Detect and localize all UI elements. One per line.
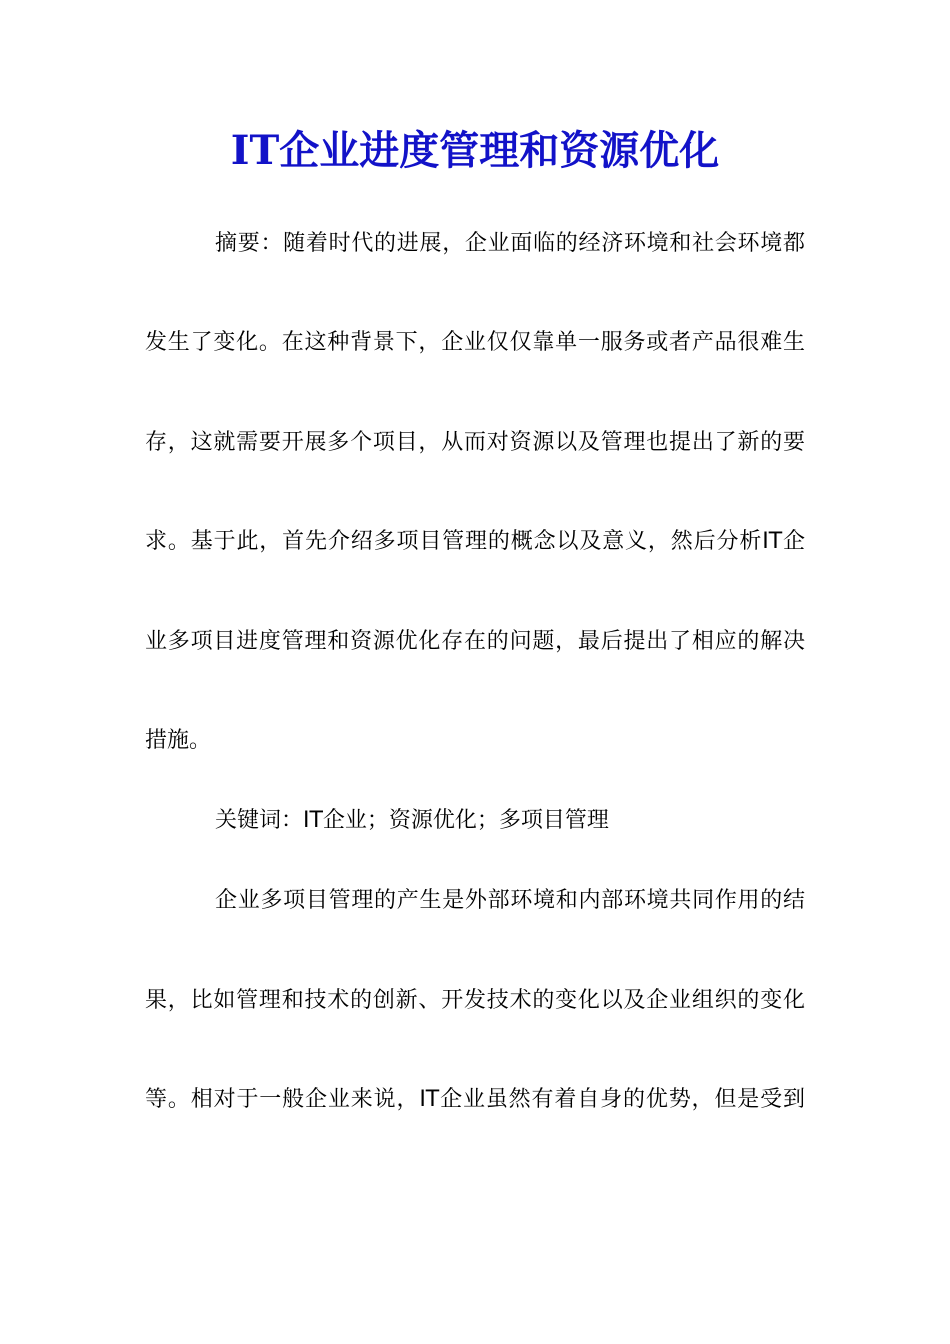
- body-line-3: 等。相对于一般企业来说，IT企业虽然有着自身的优势，但是受到: [145, 1087, 805, 1112]
- abstract-line-3: 存，这就需要开展多个项目，从而对资源以及管理也提出了新的要: [145, 430, 805, 455]
- body-line-1: 企业多项目管理的产生是外部环境和内部环境共同作用的结: [215, 888, 805, 913]
- keywords-line: 关键词：IT企业；资源优化；多项目管理: [215, 808, 609, 833]
- body-line-2: 果，比如管理和技术的创新、开发技术的变化以及企业组织的变化: [145, 988, 805, 1013]
- abstract-line-2: 发生了变化。在这种背景下，企业仅仅靠单一服务或者产品很难生: [145, 330, 805, 355]
- document-title: IT企业进度管理和资源优化: [230, 127, 720, 174]
- abstract-line-1: 摘要：随着时代的进展，企业面临的经济环境和社会环境都: [215, 231, 805, 256]
- abstract-line-6: 措施。: [145, 728, 212, 753]
- abstract-line-4: 求。基于此，首先介绍多项目管理的概念以及意义，然后分析IT企: [145, 529, 805, 554]
- abstract-line-5: 业多项目进度管理和资源优化存在的问题，最后提出了相应的解决: [145, 629, 805, 654]
